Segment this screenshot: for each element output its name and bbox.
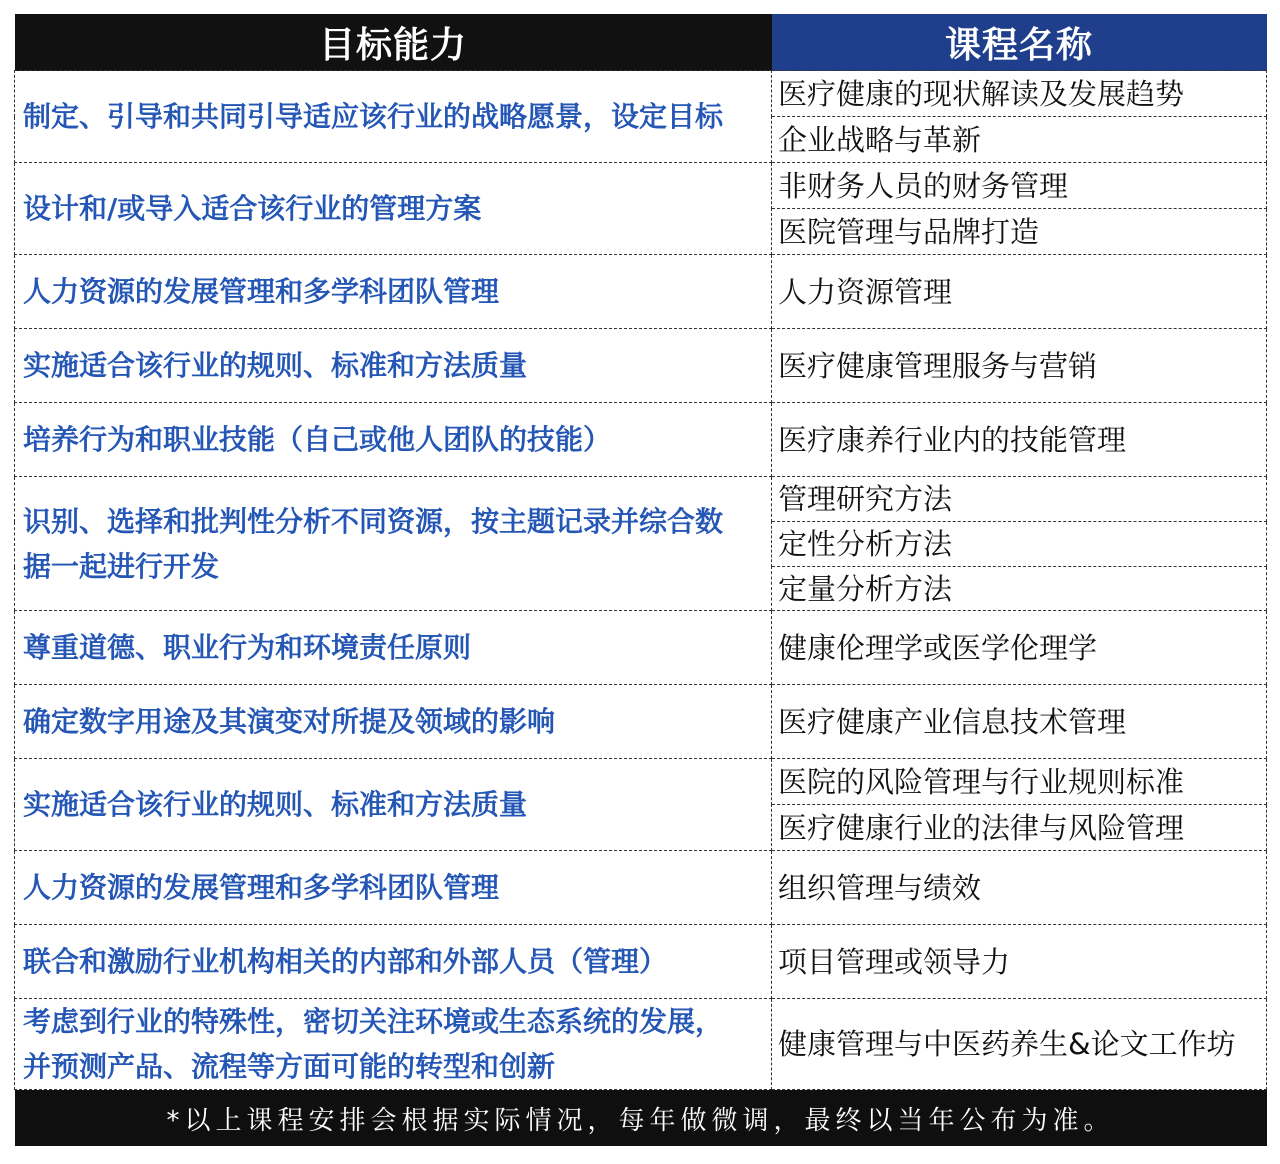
- goal-text: 据一起进行开发: [23, 549, 220, 583]
- goal-text: 并预测产品、流程等方面可能的转型和创新: [23, 1050, 556, 1083]
- header-goal: 目标能力: [15, 14, 772, 71]
- course-cell: 医疗健康行业的法律与风险管理: [772, 805, 1267, 851]
- course-cell: 人力资源管理: [772, 255, 1267, 329]
- table-row: [15, 759, 1267, 805]
- course-cell: 医疗健康的现状解读及发展趋势: [772, 71, 1267, 117]
- course-cell: 医院管理与品牌打造: [772, 209, 1267, 255]
- table-row: [15, 611, 1267, 685]
- course-cell: 医疗健康管理服务与营销: [772, 329, 1267, 403]
- table-row: [15, 255, 1267, 329]
- table-row: [15, 477, 1267, 522]
- goal-text: 尊重道德、职业行为和环境责任原则: [23, 631, 472, 664]
- course-cell: 医院的风险管理与行业规则标准: [772, 759, 1267, 805]
- course-cell: 组织管理与绩效: [772, 851, 1267, 925]
- course-table: [14, 14, 1267, 1146]
- course-cell: 非财务人员的财务管理: [772, 163, 1267, 209]
- goal-text: 识别、选择和批判性分析不同资源，按主题记录并综合数: [23, 504, 724, 538]
- goal-text: 实施适合该行业的规则、标准和方法质量: [23, 349, 528, 382]
- table-row: [15, 685, 1267, 759]
- goal-cell: [15, 403, 772, 477]
- header-course: 课程名称: [772, 14, 1267, 71]
- goal-cell: [15, 759, 772, 851]
- course-cell: 医疗康养行业内的技能管理: [772, 403, 1267, 477]
- table-row: [15, 71, 1267, 117]
- table-body: [15, 71, 1267, 1090]
- goal-text: 考虑到行业的特殊性，密切关注环境或生态系统的发展，: [23, 1005, 724, 1038]
- course-table-sheet: [14, 14, 1266, 1146]
- goal-text: 人力资源的发展管理和多学科团队管理: [23, 871, 500, 904]
- course-cell: 医疗健康产业信息技术管理: [772, 685, 1267, 759]
- footer-row: [15, 1090, 1267, 1147]
- goal-cell: [15, 611, 772, 685]
- goal-cell: [15, 999, 772, 1090]
- goal-cell: [15, 71, 772, 163]
- course-cell: 健康管理与中医药养生&论文工作坊: [772, 999, 1267, 1090]
- goal-text: 确定数字用途及其演变对所提及领域的影响: [23, 705, 556, 738]
- header-row: [15, 14, 1267, 71]
- goal-cell: [15, 255, 772, 329]
- goal-cell: [15, 477, 772, 611]
- table-row: [15, 851, 1267, 925]
- goal-cell: [15, 163, 772, 255]
- course-cell: 企业战略与革新: [772, 117, 1267, 163]
- goal-cell: [15, 851, 772, 925]
- goal-text: 制定、引导和共同引导适应该行业的战略愿景，设定目标: [23, 100, 724, 133]
- course-cell: 定量分析方法: [772, 567, 1267, 611]
- table-row: [15, 163, 1267, 209]
- course-cell: 定性分析方法: [772, 522, 1267, 567]
- table-row: [15, 329, 1267, 403]
- goal-cell: [15, 329, 772, 403]
- table-row: [15, 403, 1267, 477]
- goal-cell: [15, 685, 772, 759]
- course-cell: 管理研究方法: [772, 477, 1267, 522]
- course-cell: 健康伦理学或医学伦理学: [772, 611, 1267, 685]
- table-row: [15, 925, 1267, 999]
- table-row: [15, 999, 1267, 1090]
- course-cell: 项目管理或领导力: [772, 925, 1267, 999]
- goal-text: 人力资源的发展管理和多学科团队管理: [23, 275, 500, 308]
- goal-text: 设计和/或导入适合该行业的管理方案: [23, 192, 482, 225]
- goal-cell: [15, 925, 772, 999]
- goal-text: 联合和激励行业机构相关的内部和外部人员（管理）: [23, 945, 668, 978]
- goal-text: 实施适合该行业的规则、标准和方法质量: [23, 788, 528, 821]
- goal-text: 培养行为和职业技能（自己或他人团队的技能）: [23, 423, 612, 456]
- footnote: *以上课程安排会根据实际情况，每年做微调，最终以当年公布为准。: [15, 1090, 1267, 1147]
